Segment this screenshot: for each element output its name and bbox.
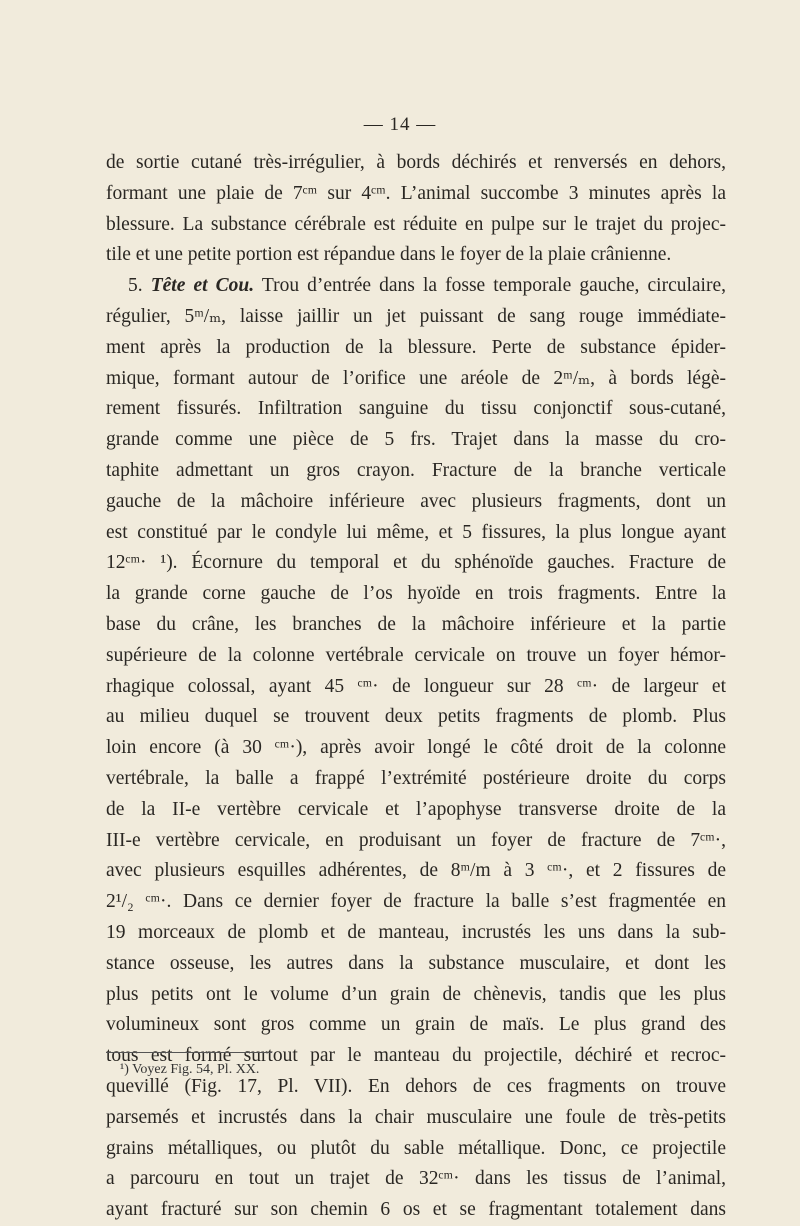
text-line: 12ᶜᵐ· ¹). Écornure du temporal et du sphénoïde gauches. Fracture de <box>106 552 726 574</box>
text-line: vertébrale, la balle a frappé l’extrémité postérieure droite du corps <box>106 767 726 789</box>
footnote-divider <box>106 1052 272 1053</box>
text-line: de la II-e vertèbre cervicale et l’apophyse transverse droite de la <box>106 798 726 820</box>
text-line: taphite admettant un gros crayon. Fracture de la branche verticale <box>106 459 726 481</box>
text-line: stance osseuse, les autres dans la substance musculaire, et dont les <box>106 952 726 974</box>
text-line: grains métalliques, ou plutôt du sable métallique. Donc, ce projectile <box>106 1137 726 1159</box>
section-number: 5. <box>128 275 143 297</box>
text-line: grande comme une pièce de 5 frs. Trajet dans la masse du cro- <box>106 429 726 451</box>
text-line: 2¹/₂ ᶜᵐ·. Dans ce dernier foyer de fracture la balle s’est fragmentée en <box>106 891 726 913</box>
text-line: gauche de la mâchoire inférieure avec plusieurs fragments, dont un <box>106 490 726 512</box>
text-line: ment après la production de la blessure. Perte de substance épider- <box>106 336 726 358</box>
text-line: est constitué par le condyle lui même, et 5 fissures, la plus longue ayant <box>106 521 726 543</box>
text-line: la grande corne gauche de l’os hyoïde en trois fragments. Entre la <box>106 583 726 605</box>
text-line: régulier, 5ᵐ/ₘ, laisse jaillir un jet puissant de sang rouge immédiate- <box>106 305 726 327</box>
section-line <box>106 271 726 302</box>
text-line: volumineux sont gros comme un grain de maïs. Le plus grand des <box>106 1014 726 1036</box>
text-line: rement fissurés. Infiltration sanguine du tissu conjonctif sous-cutané, <box>106 398 726 420</box>
text-line: rhagique colossal, ayant 45 ᶜᵐ· de longueur sur 28 ᶜᵐ· de largeur et <box>106 675 726 697</box>
text-line: parsemés et incrustés dans la chair musculaire une foule de très-petits <box>106 1106 726 1128</box>
text-line: base du crâne, les branches de la mâchoire inférieure et la partie <box>106 613 726 635</box>
text-line: III-e vertèbre cervicale, en produisant un foyer de fracture de 7ᶜᵐ·, <box>106 829 726 851</box>
text-line: quevillé (Fig. 17, Pl. VII). En dehors de ces fragments on trouve <box>106 1075 726 1097</box>
text-line: formant une plaie de 7ᶜᵐ sur 4ᶜᵐ. L’animal succombe 3 minutes après la <box>106 182 726 204</box>
text-line: mique, formant autour de l’orifice une aréole de 2ᵐ/ₘ, à bords légè- <box>106 367 726 389</box>
section-title: Tête et Cou. <box>150 275 255 297</box>
text-line: avec plusieurs esquilles adhérentes, de 8ᵐ/m à 3 ᶜᵐ·, et 2 fissures de <box>106 860 726 882</box>
text-line: tile et une petite portion est répandue dans le foyer de la plaie crânienne. <box>106 244 672 266</box>
text-line: tous est formé surtout par le manteau du projectile, déchiré et recroc- <box>106 1045 726 1067</box>
text-line: blessure. La substance cérébrale est réduite en pulpe sur le trajet du projec- <box>106 213 726 235</box>
text-line: au milieu duquel se trouvent deux petits fragments de plomb. Plus <box>106 706 726 728</box>
text-line: a parcouru en tout un trajet de 32ᶜᵐ· dans les tissus de l’animal, <box>106 1168 726 1190</box>
text-line: loin encore (à 30 ᶜᵐ·), après avoir longé le côté droit de la colonne <box>106 737 726 759</box>
text-line: ayant fracturé sur son chemin 6 os et se fragmentant totalement dans <box>106 1199 726 1221</box>
text-line: Trou d’entrée dans la fosse temporale gauche, circulaire, <box>261 275 726 297</box>
text-line: de sortie cutané très-irrégulier, à bords déchirés et renversés en dehors, <box>106 152 726 173</box>
page-number: — 14 — <box>363 114 437 135</box>
footnote: ¹) Voyez Fig. 54, Pl. XX. <box>120 1062 260 1077</box>
text-line: supérieure de la colonne vertébrale cervicale on trouve un foyer hémor- <box>106 644 726 666</box>
text-line: 19 morceaux de plomb et de manteau, incrustés les uns dans la sub- <box>106 921 726 943</box>
text-line: plus petits ont le volume d’un grain de chènevis, tandis que les plus <box>106 983 726 1005</box>
